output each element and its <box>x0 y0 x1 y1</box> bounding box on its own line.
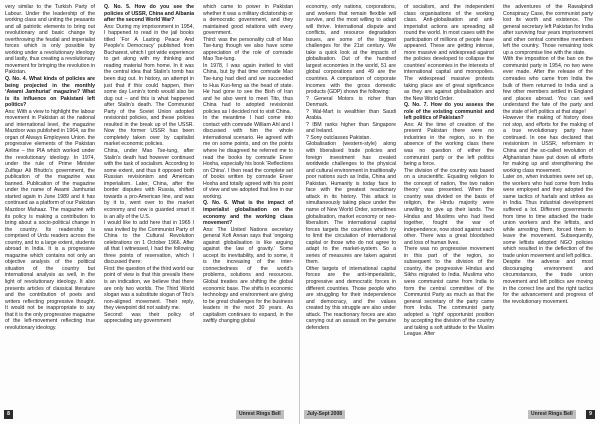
right-column-1 <box>306 4 396 406</box>
paragraph: The division of the country was based on a unscientific. Equating religion to the concept of nation, ‘the two nation theory’ was presented. When the country was divided on the basis of religion, the Hindu majority were unwilling to give up their lands. The Hindus and Muslims who had lived together, fought the war of independence, now stood against each other. There was a great bloodshed and loss of human lives. <box>404 167 494 246</box>
magazine-brand: Unrest Rings Bell <box>236 410 284 419</box>
paragraph: economy, only nations, corporations, and workers that remain flexible will survive, and the most willing to adapt will thrive. International dispute and conflicts, and resource degradation issues, are some of the biggest challenges for the 21st century. We take a quick look at the impacts of globalisation. Out of the hundred largest economies in the world, 51 are global corporations and 49 are the countries. A comparison of corporate incomes with the gross domestic products (GDP) shows the following: <box>306 4 396 96</box>
right-footer <box>300 410 600 419</box>
paragraph: Second: was their policy of appreciating any government <box>104 311 194 325</box>
paragraph: First: the question of the third world our point of view is that this prevails there is an indication, we believe that there are only two worlds. The Third World slogan was a substitute slogan of Tito’s non-aligned movement. Their reply, they viewpoint did not satisfy me. <box>104 265 194 312</box>
paragraph: Ans: The United Nations secretary general Kofi Annan says that ‘ongoing against globalisation is like arguing against the law of gravity.’ Some accept its inevitability, and to some, it is the increasing of the inter-connectedness of the world’s problems, solutions and resources. Global treaties are shifting the global economic base. The shifts in economic technology and environment are giving to be great challenges for the business leaders in the next 30 years. As capitalism continues to expand, in the swiftly changing global <box>203 226 293 325</box>
question-heading: Q. No. 7. How do you assess the role of the existing communist and left politics of Pakistan? <box>404 102 494 122</box>
paragraph: China, under Mao Tse-tung, after Stalin’s death had however continued with the task of socialism. According to some extent, and thus it opposed both Russian revisionism and American imperialism. Later, China, after the border disputes with Russia, shifted towards a pro-American line, and was by it to, went over to the market economy and now is guarded smart it is an ally of the U.S. <box>104 148 194 220</box>
right-page <box>300 0 600 424</box>
paragraph: Other targets of international capital forces are the anti-imperialistic, progressive and democratic forces in different countries. Those people who are struggling for their independence and democracy, and the values created by this struggle are also under attack. The reactionary forces are also carrying out an assault on the genuine defenders <box>306 265 396 331</box>
issue-date: July-Sept 2008 <box>304 410 345 419</box>
paragraph: ? IBM ranks higher than Singapore and Ireland. <box>306 121 396 135</box>
left-column-3 <box>203 4 293 406</box>
paragraph: There was no progressive movement in this part of the region, so subsequent to the division of the country, the progressive Hindus and Sikhs migrated to India. Muslims who were communist came from India to form the central committee of the Communist Party as much as that the general secretary of the party came from India. The communist party adopted a ‘right’ opportunist position by accepting the division of the country and taking a soft attitude to the Muslim League. After <box>404 246 494 338</box>
paragraph: Globalisation (western-style) along with liberalised trade policies and foreign investment has created worldwide challenges to the physical and cultural environment in traditionally poor nations such as India, China and Pakistan. Humanity is today face to face with the greatest reactionary attack in its history. This attack is simultaneously taking place under the name of New World Order, sometimes globalisation, market economy or neo-liberalism. The international capital forces targets the countries which try to limit the circulation of international capital or those who do not agree to adapt to the market-system. So a series of measures are taken against them. <box>306 141 396 266</box>
right-column-3 <box>503 4 593 406</box>
paragraph: ? Wal-Mart is wealthier than Saudi Arabia. <box>306 108 396 122</box>
paragraph: Later on, when industries were set up, the workers who had come from India were employed and they adopted the same tactics of hartals and strikes as in India. Thus industrial development suffered a lot. Different governments from time to time attacked the trade union workers and the leftists, and while arresting them, forced them to leave the movement. Subsequently, some leftists adopted NGO policies which resulted in the deflection of the trade union movement and left politics. <box>503 174 593 259</box>
paragraph: of socialism, and the independent class organisations of the working class. Anti-globalisation and anti-imperialist actions are spreading all round the world. In most cases with the participation of millions of people have appeared. These are getting intense, more massive and widespread against the policies developed to collapse the countries’ economies in the interests of international capital and monopolies. The widespread massive protests taking place are of great significance as they are against globalisation and the New World Order. <box>404 4 494 102</box>
paragraph: the adventures of the Rawalpindi Conspiracy Case, the communist party lost its worth and existence. The general secretary left Pakistan for India after surviving four years imprisonment and other central committee members left the country. Those remaining took up a compromise line with the state. <box>503 4 593 56</box>
paragraph: very similar to the Turkish Party of Labour. Under the leadership of the working class and uniting the peasants and all patriotic elements to bring out revolutionary and basic change by overthrowing the feudal and imperialist forces which is only possible by working under a revolutionary ideology and lastly, thus creating a revolutionary movement for bringing the revolution in Pakistan. <box>5 4 95 76</box>
paragraph: ? Sony outclasses Pakistan. <box>306 134 371 141</box>
page-number: 8 <box>4 410 13 419</box>
paragraph: I would like to add here that in 1965 I was invited by the Communist Party of China to the Cultural Revolution celebrations on 1 October 1966. After all that I witnessed, I had the following three points of reservation, which I discussed there: <box>104 220 194 266</box>
paragraph: Despite the adverse and most discouraging environment and circumstances, the trade union movement and left politics are moving in the correct line and the right tactics for the advancement and progress of the revolutionary movement. <box>503 259 593 305</box>
question-heading: Q. No. 5. How do you see the policies of USSR, China and Albania after the second World War? <box>104 4 194 24</box>
page-number: 9 <box>586 410 595 419</box>
paragraph: ? General Motors is richer than Denmark. <box>306 95 396 109</box>
paragraph: Ans: With a view to highlight the labour movement in Pakistan at the national and international level, the magazine Mazdoor was published in 1964, as the organ of Always Employees Union. the progressive elements of the Pakistan Airline – the PIA which worked under the revolutionary ideology. In 1974, under the rule of Prime Minister Zulfiqar Ali Bhutto’s government, the publication of the magazine was banned. Publication of the magazine under the name of Awami Jamhuriat started again in June 1989 and it has continued as a platform of our Pakistan Mazdoor Mahaaz. The magazine with its policy is making a contribution to bring about a socio-political change in the country. Its readership is comprised of Urdu readers across the country, and to a large extent, students abroad in India. It is a progressive magazine which contains not only an objective analysis of the political situation of the country but international analysis as well, in the light of revolutionary ideology. It also presents articles of classical literature and the contribution of poets and writers reflecting progressive thought. It would not be inappropriate to say that it is the only progressive magazine of the left-movement reflecting true revolutionary ideology. <box>5 108 95 331</box>
question-heading: Q. No. 4. What kinds of policies are being projected in the monthly ‘Awami Jamhuriat’ magazine? What is its influence on Pakistani left politics? <box>5 76 95 109</box>
paragraph: With the imposition of the ban on the communist party in 1954, no two were ever made. After the release of the comrades who came from India the bulk of them returned to India and a few other members settled in England and places abroad. You can well understand the fate of the party and the state of left politics at that stage! <box>503 56 593 115</box>
left-column-1 <box>5 4 95 406</box>
question-heading: Q. No. 6. What is the impact of imperialist globalisation on the economy and the working class movement? <box>203 200 293 227</box>
left-column-2 <box>104 4 194 406</box>
paragraph: Third: was the personality cult of Mao Tse-tung though we also have some appreciation of the role of comrade Mao Tse-tung. <box>203 36 293 63</box>
paragraph: However the making of history does not stop, and efforts for the making of a true revolutionary party have continued. In one has declared that revisionism in USSR, reformism in China and the so-called revolution of Afghanistan have put down all efforts for making up and strengthening the working class movement. <box>503 115 593 174</box>
paragraph: In 1978, I was again invited to visit China, but by that time comrade Mao Tse-tung had died and we succeeded to Hua Kuo-feng as the head of state. He had gone to see the Bish of Iran and he also went to meet Tito, thus China had to adopted revisionist policies as I decided not to visit China. <box>203 62 293 115</box>
paragraph: Ans: At the time of creation of the present Pakistan there were no industries in the region, so in the absence of the working class there was no question of either the communist party or the left politics being a force. <box>404 121 494 168</box>
magazine-brand: Unrest Rings Bell <box>528 410 576 419</box>
paragraph: In the meantime I had come into contact with comrade William Ahl and I discussed with him the whole international scenario. He agreed with me on some points, and on the points where he disagreed he referred me to read the books by comrade Enver Hoxha, especially his book ‘Reflections on China’. I then read the complete set of books written by comrade Enver Hoxha and totally agreed with his point of view and we adopted that line in our working. <box>203 115 293 200</box>
right-column-2 <box>404 4 494 406</box>
paragraph: which came to power in Pakistan whether it was a military dictatorship or a democratic government, and they maintained good relations with every government. <box>203 4 293 37</box>
left-footer <box>0 410 299 419</box>
paragraph: Ans: During my imprisonment in 1954, I happened to read in the jail books titled ‘For A Lasting Peace And People’s Democracy’ published from Bucharest, which I got wide experience to get along with my thinking and reading material from home. In it was the central idea that Stalin’s tomb has been dug out. In history, an attempt in just that if this could happen, then some day Lenin’s tomb would also be dug out – and this is what happened after Stalin’s death. The Communist Party of the Soviet Union adopted revisionist policies, and these policies resulted in the break up of the USSR. Now the former USSR has been completely taken over by capitalist market economic policies. <box>104 23 194 148</box>
